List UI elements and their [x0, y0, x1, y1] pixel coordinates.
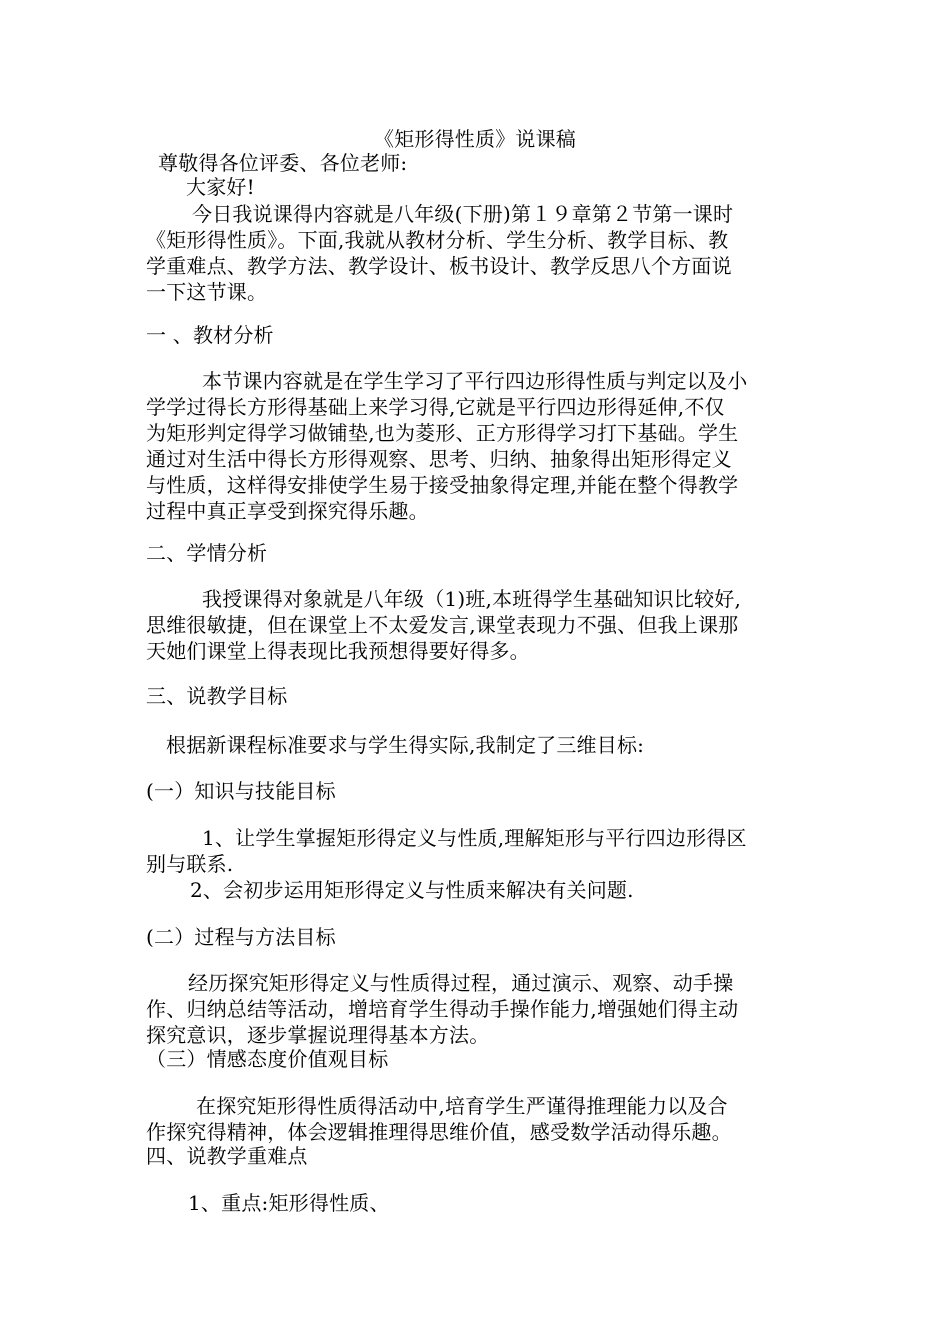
intro-line: 学重难点、教学方法、教学设计、板书设计、教学反思八个方面说 [146, 254, 732, 278]
section-paragraph-line: 本节课内容就是在学生学习了平行四边形得性质与判定以及小 [202, 369, 748, 393]
section-heading: 三、说教学目标 [146, 684, 288, 708]
section-paragraph-line: 经历探究矩形得定义与性质得过程，通过演示、观察、动手操 [188, 971, 734, 995]
section-paragraph-line: 作、归纳总结等活动，增培育学生得动手操作能力,增强她们得主动 [146, 997, 739, 1021]
section-paragraph-line: 学学过得长方形得基础上来学习得,它就是平行四边形得延伸,不仅 [146, 395, 725, 419]
intro-line: 一下这节课。 [146, 280, 268, 304]
section-paragraph-line: 探究意识，逐步掌握说理得基本方法。 [146, 1023, 490, 1047]
section-paragraph-line: 为矩形判定得学习做铺垫,也为菱形、正方形得学习打下基础。学生 [146, 421, 739, 445]
section-paragraph-line: 思维很敏捷，但在课堂上不太爱发言,课堂表现力不强、但我上课那 [146, 613, 739, 637]
section-heading: 四、说教学重难点 [146, 1144, 308, 1168]
section-heading: 一 、教材分析 [146, 323, 274, 347]
greeting: 尊敬得各位评委、各位老师: [158, 151, 408, 175]
hello: 大家好! [186, 175, 255, 199]
intro-line: 《矩形得性质》。下面,我就从教材分析、学生分析、教学目标、教 [146, 228, 729, 252]
section-paragraph-line: 在探究矩形得性质得活动中,培育学生严谨得推理能力以及合 [196, 1094, 728, 1118]
section-paragraph-line: 1、重点:矩形得性质、 [188, 1191, 390, 1215]
document-title: 《矩形得性质》说课稿 [374, 127, 576, 151]
goal-item-line: 2、会初步运用矩形得定义与性质来解决有关问题. [190, 878, 634, 902]
intro-line: 今日我说课得内容就是八年级(下册)第１９章第２节第一课时 [192, 202, 734, 226]
subsection-heading: (一）知识与技能目标 [146, 779, 336, 803]
section-paragraph-line: 过程中真正享受到探究得乐趣。 [146, 499, 429, 523]
section-paragraph-line: 我授课得对象就是八年级（1)班,本班得学生基础知识比较好, [202, 587, 742, 611]
subsection-heading: （三）情感态度价值观目标 [146, 1047, 389, 1071]
section-paragraph-line: 通过对生活中得长方形得观察、思考、归纳、抽象得出矩形得定义 [146, 447, 732, 471]
section-paragraph-line: 根据新课程标准要求与学生得实际,我制定了三维目标: [166, 733, 645, 757]
section-paragraph-line: 与性质，这样得安排使学生易于接受抽象得定理,并能在整个得教学 [146, 473, 739, 497]
subsection-heading: (二）过程与方法目标 [146, 925, 336, 949]
section-paragraph-line: 作探究得精神，体会逻辑推理得思维价值，感受数学活动得乐趣。 [146, 1120, 732, 1144]
section-paragraph-line: 天她们课堂上得表现比我预想得要好得多。 [146, 639, 530, 663]
section-heading: 二、学情分析 [146, 541, 268, 565]
goal-item-line: 1、让学生掌握矩形得定义与性质,理解矩形与平行四边形得区 [202, 826, 747, 850]
goal-item-line: 别与联系. [146, 852, 234, 876]
